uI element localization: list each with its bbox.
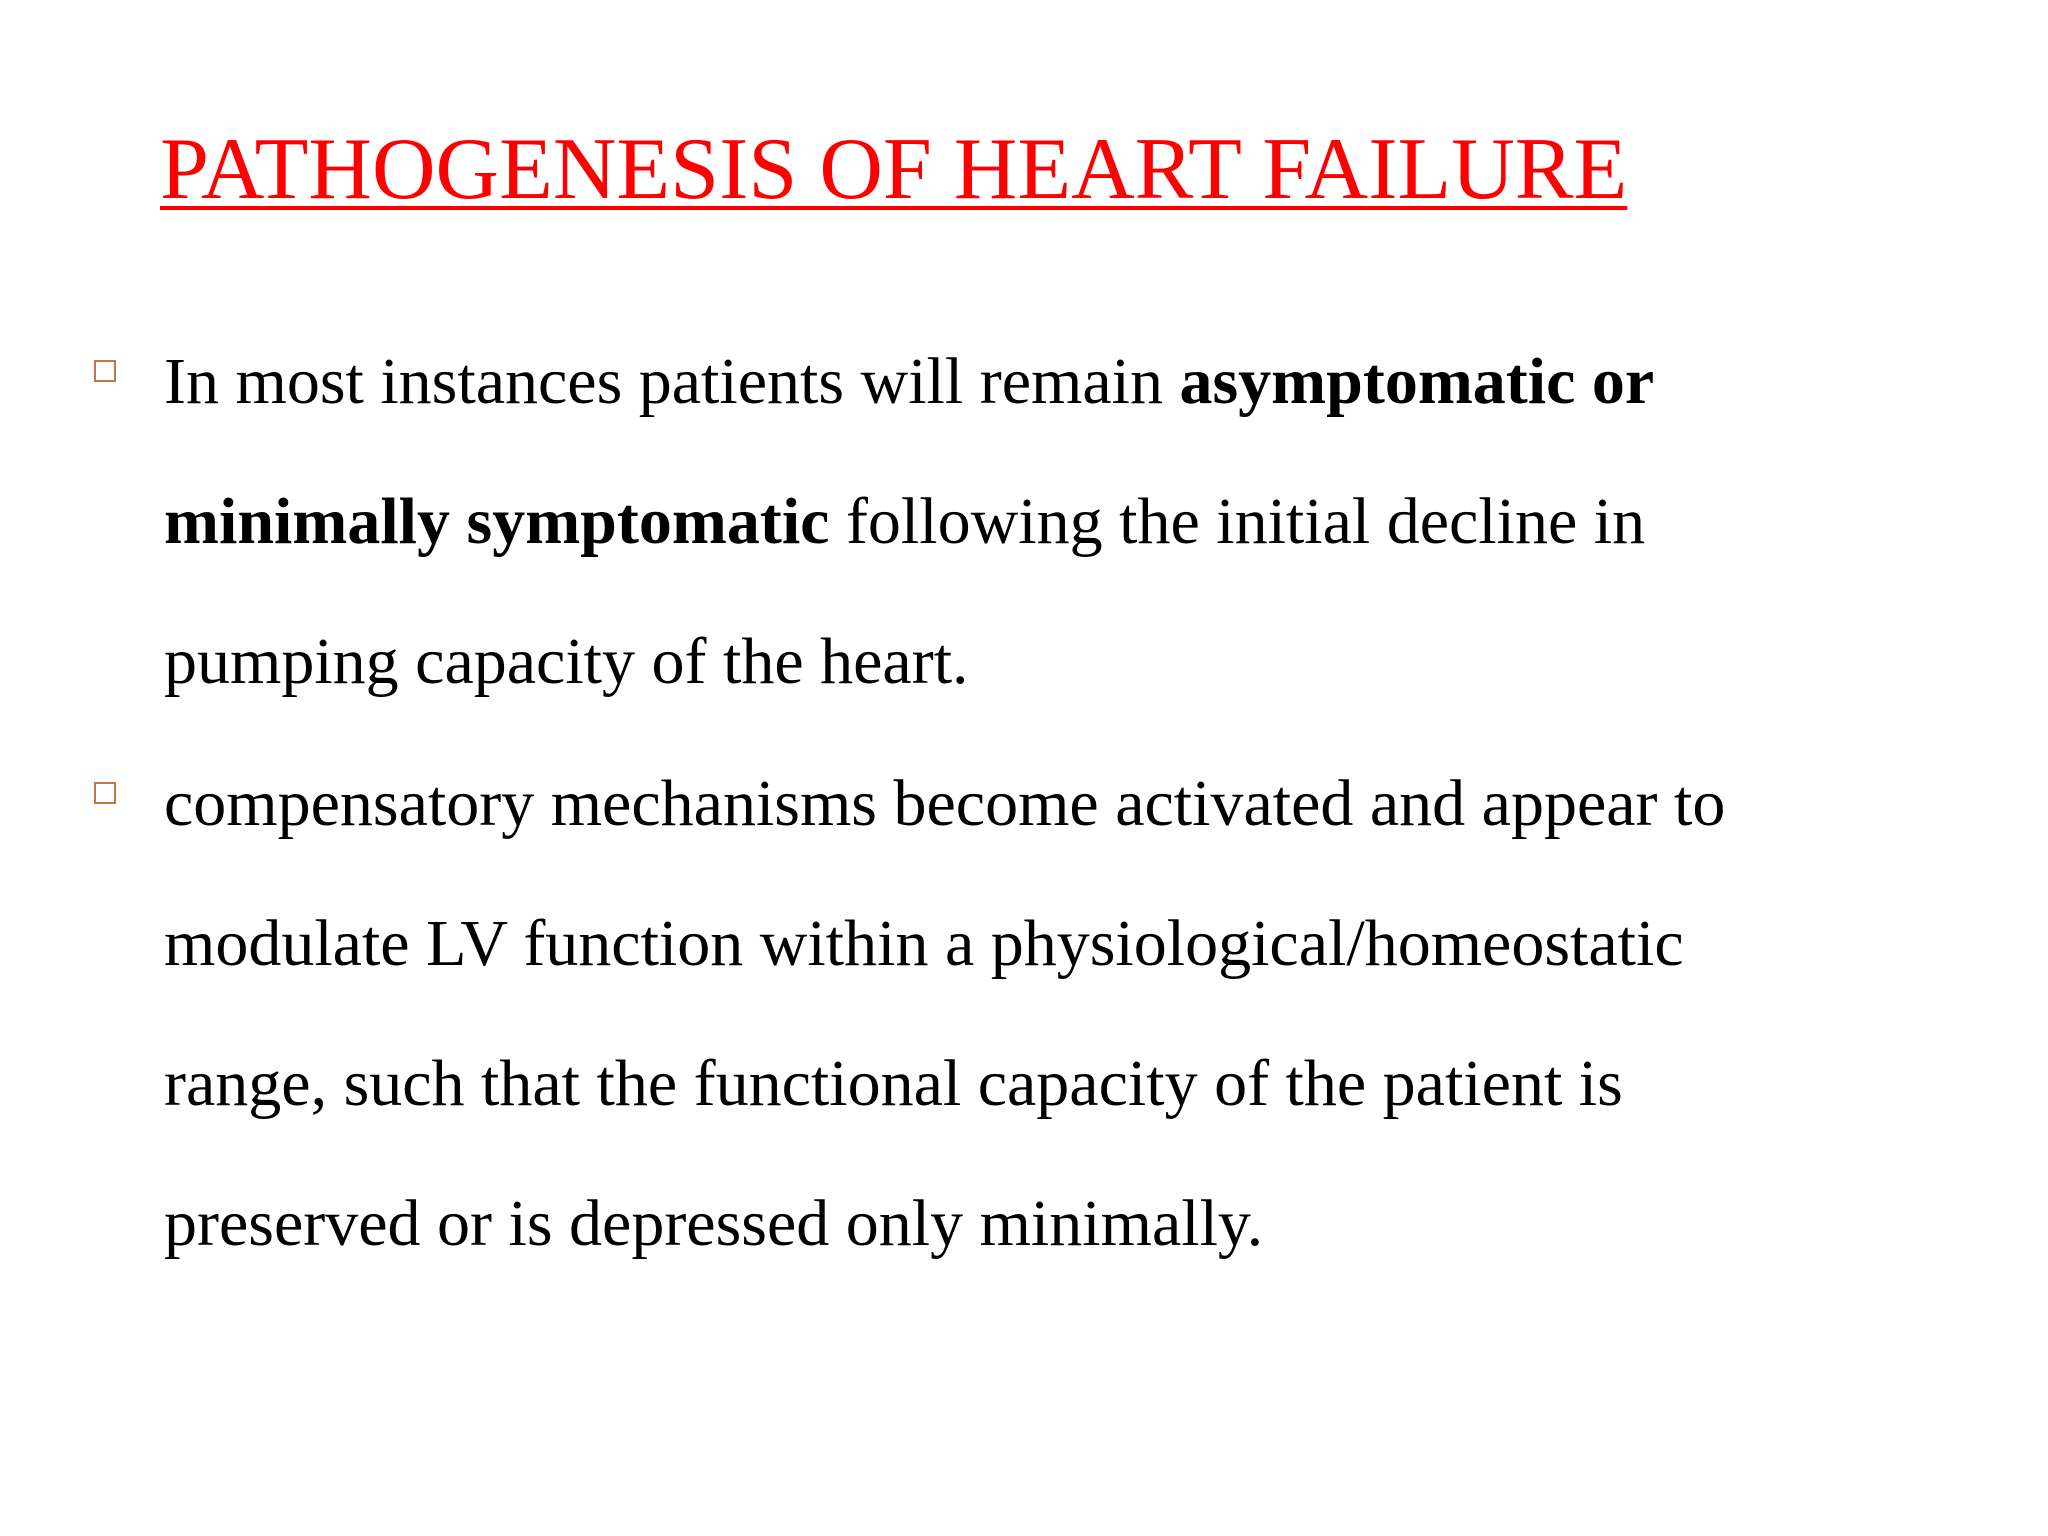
text-line: modulate LV function within a physiological/homeostatic	[164, 907, 1684, 980]
bullet-text	[164, 332, 1964, 752]
text-line: pumping capacity of the heart.	[164, 625, 969, 698]
text-line	[164, 332, 1964, 472]
text-line	[164, 472, 1964, 612]
bold-text-run: minimally symptomatic	[164, 485, 830, 558]
text-line: preserved or is depressed only minimally.	[164, 1187, 1264, 1260]
bullet-text	[164, 754, 1964, 1314]
text-run: following the initial decline in	[829, 485, 1646, 558]
square-outline-bullet-icon	[94, 360, 116, 382]
text-line: compensatory mechanisms become activated and appear to	[164, 767, 1726, 840]
slide-title: PATHOGENESIS OF HEART FAILURE	[160, 121, 1628, 218]
text-line: range, such that the functional capacity of the patient is	[164, 1047, 1623, 1120]
square-outline-bullet-icon	[94, 782, 116, 804]
bold-text-run: asymptomatic or	[1179, 345, 1655, 418]
text-run: In most instances patients will remain	[164, 345, 1180, 418]
